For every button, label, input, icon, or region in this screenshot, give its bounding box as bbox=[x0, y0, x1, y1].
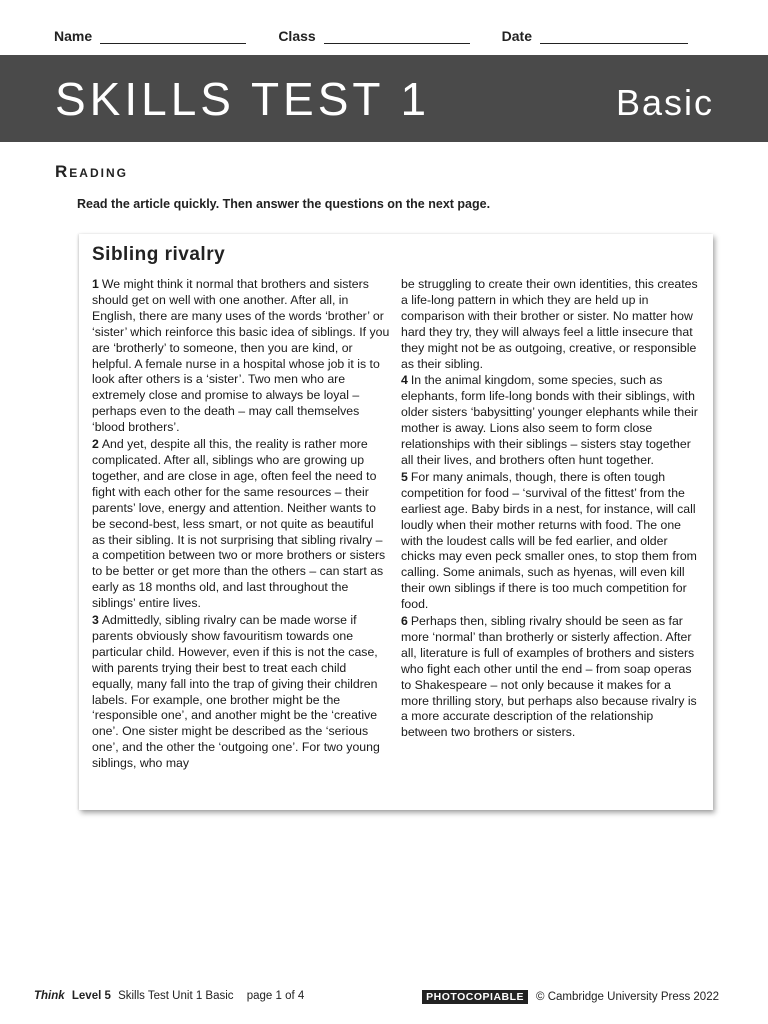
paragraph-number: 4 bbox=[401, 373, 408, 388]
name-label: Name bbox=[54, 28, 93, 44]
paragraph-text: Perhaps then, sibling rivalry should be seen as far more ‘normal’ than brotherly or sisterly affection. After all, literature is full of examples of brothers and sisters who fight each other until the end – from soap operas to Shakespeare – not only because it makes for a more thrilling story, but perhaps also because rivalry is a more accurate description of the relationship between two brothers or sisters. bbox=[401, 614, 697, 740]
article-box bbox=[79, 234, 713, 810]
copyright-text: © Cambridge University Press 2022 bbox=[536, 991, 719, 1003]
paragraph-number: 1 bbox=[92, 277, 99, 291]
test-level: Basic bbox=[615, 82, 714, 123]
paragraph-text: And yet, despite all this, the reality is rather more complicated. After all, siblings who are growing up together, and are close in age, often feel the need to fight with each other for the same resources – their parents’ love, energy and attention. Neither wants to be second-best, less smart, or not quite as beautiful as their sibling. It is not surprising that sibling rivalry – a competition between two or more brothers or sisters to be better or get more than the others – can start as early as 18 months old, and last throughout the siblings’ entire lives. bbox=[92, 437, 386, 611]
article-paragraph bbox=[401, 470, 701, 613]
title-banner bbox=[0, 55, 768, 142]
article-paragraph bbox=[92, 277, 390, 436]
paragraph-text: Admittedly, sibling rivalry can be made worse if parents obviously show favouritism towards one particular child. However, even if this is not the case, with parents trying their best to treat each child equally, many fall into the trap of giving their children labels. For example, one brother might be the ‘responsible one’, and another might be the ‘creative one’. One sister might be described as the ‘serious one’, and the other the ‘outgoing one’. For two young siblings, who may bbox=[92, 613, 380, 771]
class-line[interactable] bbox=[324, 30, 470, 44]
article-paragraph bbox=[401, 614, 701, 741]
paragraph-text: In the animal kingdom, some species, such as elephants, form life-long bonds with their siblings, with older sisters ‘babysitting’ younger elephants while their mother is away. Lions also seem to form close relationships with their siblings – sisters stay together all their lives, and brothers often hunt together. bbox=[401, 373, 698, 467]
unit-name: Skills Test Unit 1 Basic bbox=[118, 990, 234, 1002]
test-title: SKILLS TEST 1 bbox=[55, 73, 431, 125]
class-field[interactable] bbox=[278, 24, 501, 44]
page-footer bbox=[34, 990, 719, 1006]
name-field[interactable] bbox=[54, 24, 278, 44]
article-right-column bbox=[401, 277, 701, 741]
paragraph-number: 5 bbox=[401, 469, 408, 484]
footer-rights bbox=[422, 990, 719, 1004]
instruction-text: Read the article quickly. Then answer the questions on the next page. bbox=[77, 197, 491, 211]
class-label: Class bbox=[278, 28, 316, 44]
footer-info bbox=[34, 990, 304, 1002]
article-paragraph bbox=[401, 373, 701, 468]
series-name: Think bbox=[34, 990, 65, 1002]
student-info-fields bbox=[54, 24, 688, 44]
article-left-column bbox=[92, 277, 390, 772]
paragraph-number: 6 bbox=[401, 614, 408, 629]
article-paragraph bbox=[401, 277, 701, 372]
date-line[interactable] bbox=[540, 30, 688, 44]
article-title: Sibling rivalry bbox=[92, 244, 226, 265]
section-title: Reading bbox=[55, 162, 128, 181]
article-paragraph bbox=[92, 613, 390, 772]
paragraph-number: 2 bbox=[92, 437, 99, 452]
paragraph-text: For many animals, though, there is often tough competition for food – ‘survival of the fittest’ from the earliest age. Baby birds in a nest, for instance, will call loudly when their mother returns with food. The one with the loudest calls will be fed earlier, and older chicks may even peck smaller ones, to stop them from calling. Some animals, such as hyenas, will even kill their own siblings if there is too much competition for food. bbox=[401, 469, 697, 612]
paragraph-text: We might think it normal that brothers and sisters should get on well with one another. After all, in English, there are many uses of the words ‘brother’ or ‘sister’ which reinforce this basic idea of siblings. If you are ‘brotherly’ to someone, then you are kind, or helpful. A female nurse in a hospital whose job it is to look after others is a ‘sister’. Two men who are extremely close and promise to always be loyal – perhaps even to the death – may call themselves ‘blood brothers’. bbox=[92, 277, 390, 435]
paragraph-text: be struggling to create their own identities, this creates a life-long pattern in which they are held up in comparison with their brother or sister. No matter how hard they try, they will always feel a little insecure that they might not be as outgoing, creative, or responsible as their sibling. bbox=[401, 277, 698, 371]
paragraph-number: 3 bbox=[92, 613, 99, 628]
name-line[interactable] bbox=[100, 30, 246, 44]
series-level: Level 5 bbox=[71, 990, 111, 1002]
date-field[interactable] bbox=[502, 24, 688, 44]
article-paragraph bbox=[92, 437, 390, 612]
photocopiable-badge: PHOTOCOPIABLE bbox=[422, 990, 528, 1004]
page-number: page 1 of 4 bbox=[246, 990, 305, 1002]
date-label: Date bbox=[501, 28, 532, 44]
